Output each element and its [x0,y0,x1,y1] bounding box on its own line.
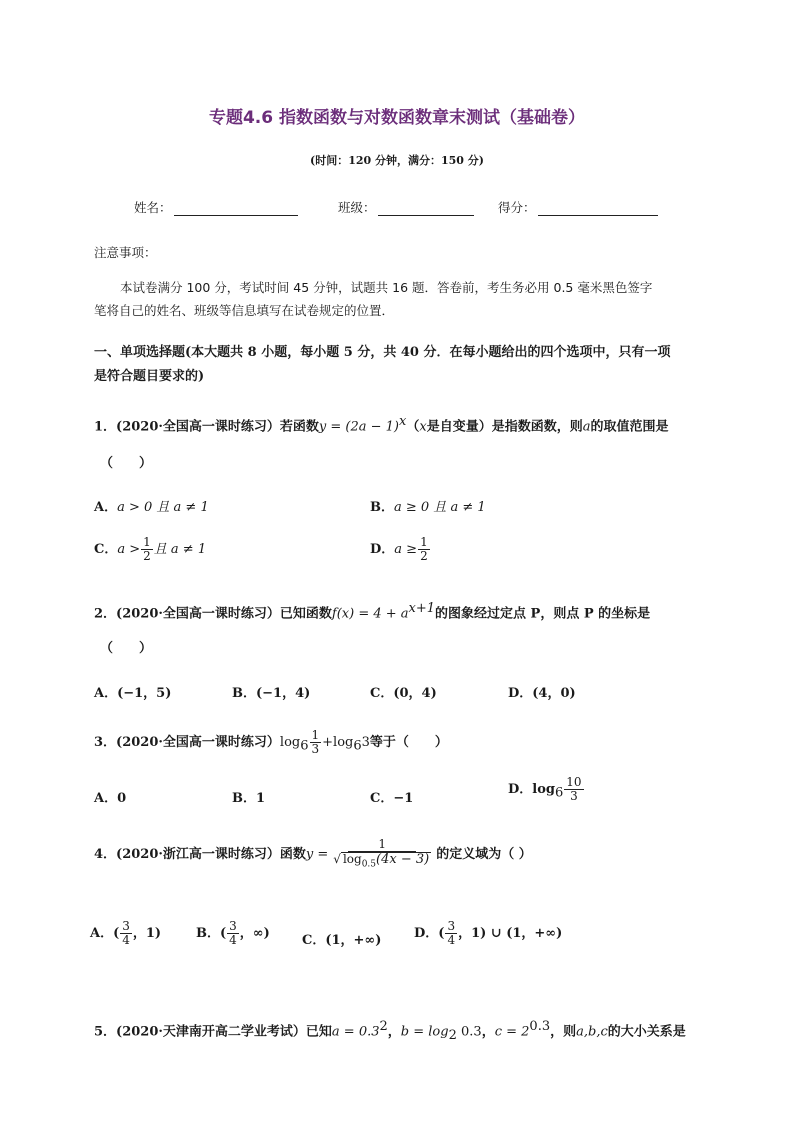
frac-numerator: 10 [566,775,582,789]
q4-fraction [331,838,433,871]
question-3-stem [94,729,448,756]
q1-exponent: x [399,414,407,429]
q4-option-d-fraction [445,920,457,947]
q2-exponent: x+1 [408,601,436,616]
name-label: 姓名： [134,200,172,215]
q3-log-arg: 3 [361,735,370,750]
q3-option-d-label: D．log [508,782,555,797]
q1-option-a[interactable] [94,496,209,515]
question-5-stem [94,1019,686,1043]
q3-option-a[interactable]: A．0 [94,791,127,806]
q1-option-c-post: 且 a ≠ 1 [153,542,207,557]
frac-numerator: 3 [122,919,130,933]
q1-option-d-pre: a ≥ [394,542,418,557]
page-title: 专题4.6 指数函数与对数函数章末测试（基础卷） [208,108,586,128]
q3-suffix: 等于（ ） [369,735,448,750]
frac-denominator: 3 [311,742,320,756]
q1-option-a-text: a > 0 且 a ≠ 1 [117,500,209,515]
q5-b-base: 2 [448,1027,457,1043]
q2-option-d[interactable]: D．(4，0) [508,686,576,701]
q4-prefix: 4．(2020·浙江高一课时练习）函数 [94,847,306,863]
q4-option-b[interactable] [196,920,270,947]
q4-option-b-tail: ，∞) [239,926,270,941]
q4-option-a-label: A．( [90,926,120,941]
q1-var-a: a [582,419,591,435]
q1-option-c-fraction [141,536,153,563]
class-label: 班级： [338,200,376,215]
q4-log-base: 0.5 [361,859,377,870]
sqrt-radicand [341,852,431,871]
q1-mid1: （ [406,419,420,435]
section-heading-line-2: 是符合题目要求的) [94,369,205,384]
q5-suffix: ，则 [550,1024,577,1040]
q4-option-c[interactable]: C．(1，+∞) [302,933,382,948]
score-label: 得分： [498,200,536,215]
frac-numerator: 1 [143,535,151,549]
q4-log-arg: (4x − 3) [376,852,430,867]
name-input-line[interactable] [174,202,298,216]
q4-suffix: 的定义域为（ ） [436,847,532,863]
page-subtitle: (时间：120 分钟，满分：150 分) [310,154,484,167]
frac-denominator [331,852,433,871]
q1-option-d-label: D． [370,542,395,557]
question-1-stem [94,414,669,434]
q3-log-base: 6 [300,738,309,754]
notice-line-1: 本试卷满分 100 分，考试时间 45 分钟，试题共 16 题．答卷前，考生务必用 0.5 毫米黑色签字 [120,280,653,295]
frac-numerator: 1 [348,838,416,852]
q4-option-d-label: D．( [414,926,445,941]
q4-option-d[interactable] [414,920,562,947]
q5-b-arg: 0.3 [456,1024,482,1040]
q1-option-b-text: a ≥ 0 且 a ≠ 1 [394,500,486,515]
q2-option-c[interactable]: C．(0，4) [370,686,437,701]
q1-option-b[interactable] [370,496,486,515]
q2-option-b[interactable]: B．(−1，4) [232,686,311,701]
frac-denominator: 2 [143,549,151,563]
q4-log: log [342,852,362,866]
q2-suffix: 的图象经过定点 P，则点 P 的坐标是 [435,606,651,622]
q1-option-a-label: A． [94,500,118,515]
q3-option-d-fraction [564,776,583,803]
q5-c-expr: c = 2 [494,1024,530,1040]
q4-option-a-fraction [120,920,132,947]
frac-denominator: 4 [122,933,130,947]
q2-prefix: 2．(2020·全国高一课时练习）已知函数 [94,606,332,622]
q3-fraction [310,729,322,756]
frac-numerator: 1 [420,535,428,549]
frac-numerator: 1 [311,728,320,742]
q5-tail: 的大小关系是 [607,1024,686,1040]
q2-formula: f(x) = 4 + a [331,606,409,622]
q3-log: log [279,735,301,750]
q4-y: y = [305,847,329,863]
q1-option-c-pre: a > [117,542,141,557]
q1-option-c[interactable] [94,536,206,563]
q3-option-d-base: 6 [554,785,564,801]
q5-sep2: ， [481,1024,495,1040]
class-input-line[interactable] [378,202,474,216]
notice-line-2: 笔将自己的姓名、班级等信息填写在试卷规定的位置． [94,303,395,318]
q5-vars: a,b,c [576,1024,608,1040]
frac-denominator: 3 [570,789,578,803]
q5-b-expr: b = log [400,1024,449,1040]
sqrt-symbol: √ [333,852,341,866]
q3-plus-log: +log [322,735,354,750]
q5-c-exp: 0.3 [529,1019,551,1034]
q4-option-b-label: B．( [196,926,227,941]
q3-prefix: 3．(2020·全国高一课时练习） [94,735,280,750]
question-2-stem [94,601,650,621]
frac-numerator: 3 [229,919,237,933]
q4-option-b-fraction [227,920,239,947]
q1-formula: y = (2a − 1) [318,419,400,435]
q1-suffix: 的取值范围是 [590,419,669,435]
frac-denominator: 4 [229,933,237,947]
q4-option-d-tail: ，1) ∪ (1，+∞) [458,926,563,941]
section-heading-line-1: 一、单项选择题(本大题共 8 小题，每小题 5 分，共 40 分．在每小题给出的四个选项中，只有一项 [94,345,671,360]
q5-prefix: 5．(2020·天津南开高二学业考试）已知 [94,1024,332,1040]
q5-sep1: ， [387,1024,401,1040]
q5-a-exp: 2 [379,1019,388,1034]
q1-mid2: 是自变量）是指数函数，则 [426,419,583,435]
frac-denominator: 2 [420,549,428,563]
q1-prefix: 1．(2020·全国高一课时练习）若函数 [94,419,319,435]
class-field [338,198,474,216]
q1-option-c-label: C． [94,542,118,557]
q3-option-b[interactable]: B．1 [232,791,266,806]
name-field [134,198,298,216]
q1-answer-paren: （ ） [100,456,153,471]
score-field [498,198,658,216]
q1-option-d[interactable] [370,536,431,563]
q1-option-b-label: B． [370,500,394,515]
notice-heading: 注意事项： [94,245,157,260]
q1-option-d-fraction [418,536,430,563]
q3-option-d[interactable] [508,776,585,803]
q5-a-expr: a = 0.3 [331,1024,380,1040]
q1-var-x: x [419,419,427,435]
q4-option-a[interactable] [90,920,161,947]
q2-answer-paren: （ ） [100,641,153,656]
q3-log-base-2: 6 [353,738,362,754]
frac-numerator: 3 [447,919,456,933]
score-input-line[interactable] [538,202,658,216]
q2-option-a[interactable]: A．(−1，5) [94,686,172,701]
q4-option-a-tail: ，1) [132,926,162,941]
frac-denominator: 4 [447,933,456,947]
question-4-stem [94,838,532,871]
q3-option-c[interactable]: C．−1 [370,791,414,806]
